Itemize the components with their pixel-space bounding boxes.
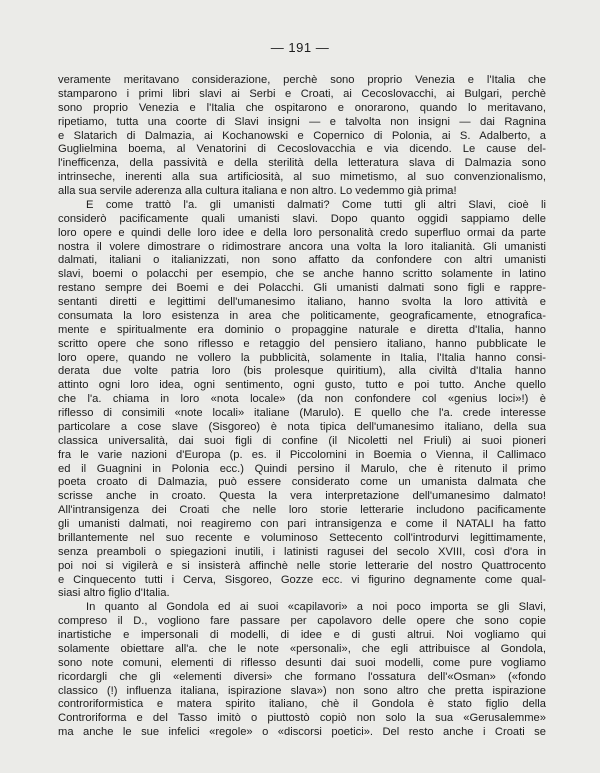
text-line: sono note comuni, elementi di riflesso desunti dai suoi modelli, come pure vogliamo [58, 656, 546, 669]
text-line: poeta croato di Dalmazia, può essere considerato come un umanista dalmata che [58, 476, 546, 489]
text-line: compreso il D., vogliono fare passare per capolavoro delle opere che sono copie [58, 615, 546, 628]
text-line: attinto ogni loro idea, ogni sentimento, ogni gusto, tutto e poi tutto. Anche quello [58, 379, 546, 392]
text-line: e Cinquecento tutti i Cerva, Sisgoreo, Gozze ecc. vi figurino degnamente come qual- [58, 573, 546, 586]
text-line: intrinseche, inerenti alla sua artificiosità, al suo mimetismo, al suo convenzionalismo, [58, 171, 546, 184]
text-line: slavi, boemi o polacchi per esempio, che se anche hanno scritto solamente in latino [58, 268, 546, 281]
text-line: nostra il volere dimostrare o ridimostrare ancora una volta la loro italianità. Gli umanisti [58, 240, 546, 253]
text-line: sono proprio Venezia e l'Italia che ospitarono e onorarono, quando lo meritavano, [58, 101, 546, 114]
text-line: restano sempre dei Boemi e dei Polacchi. Gli umanisti dalmati sono figli e rappre- [58, 282, 546, 295]
text-line: ma anche le sue infelici «regole» o «discorsi poetici». Del resto anche i Croati se [58, 726, 546, 739]
text-line: All'intransigenza dei Croati che nelle loro storie letterarie includono pacificamente [58, 504, 546, 517]
text-line: Controriforma e del Tasso imitò o piuttostò copiò non solo la sua «Gerusalemme» [58, 712, 546, 725]
text-line: siasi altro figlio d'Italia. [58, 587, 170, 600]
text-line: riflesso di consimili «note locali» italiane (Marulo). E quello che l'a. crede interesse [58, 407, 546, 419]
text-line: e Slatarich di Dalmazia, ai Kochanowski e Copernico di Polonia, ai S. Adalberto, a [58, 129, 546, 142]
text-line: derata due volte patria loro (bis prolesque quiritium), alla civiltà d'Italia hanno [58, 365, 546, 378]
text-line: classico (!) influenza italiana, ispirazione slava») non sono altro che pretta ispirazione [58, 684, 546, 697]
text-line: alla sua servile aderenza alla cultura italiana e non altro. Lo vedemmo già prima! [58, 185, 457, 197]
text-line: scritto opere che sono riflesso e retaggio del pensiero italiano, hanno pubblicate le [58, 337, 546, 350]
text-line: loro opere e quindi delle loro idee e della loro personalità credo superfluo ormai da parte [58, 226, 546, 239]
text-line: E come trattò l'a. gli umanisti dalmati? Come tutti gli altri Slavi, cioè li [86, 198, 546, 211]
text-line: solamente obiettare all'a. che le note «personali», che egli attribuisce al Gondola, [58, 642, 546, 655]
text-line: loro opere, quando ne vollero la pubblicità, solamente in Italia, l'Italia hanno consi- [58, 351, 546, 364]
text-line: particolare a cose slave (Sisgoreo) è nota tipica dell'umanesimo italiano, della sua [58, 420, 546, 433]
text-line: In quanto al Gondola ed ai suoi «capilavori» a noi poco importa se gli Slavi, [86, 601, 546, 614]
text-line: veramente meritavano considerazione, perchè sono proprio Venezia e l'Italia che [58, 74, 546, 86]
text-line: gli umanisti dalmati, noi reagiremo con pari intransigenza e come il NATALI ha fatto [58, 518, 546, 530]
text-line: l'inefficenza, della passività e della sterilità della letteratura slava di Dalmazia sono [58, 157, 546, 170]
text-line: poi noi si vigilerà e si insisterà affinchè nelle storie letterarie del nostro Quattrocento [58, 559, 546, 572]
text-line: ed il Guagnini in Polonia ecc.) Quindi persino il Marulo, che è ritenuto il primo [58, 462, 546, 475]
text-line: sentanti diretti e legittimi dell'umanesimo italiano, hanno svolta la loro attività e [58, 296, 546, 308]
text-line: considerò pacificamente quali umanisti slavi. Dopo quanto oggidì sappiamo delle [58, 212, 546, 225]
text-line: ripetiamo, tutta una coorte di Slavi insigni — e talvolta non insigni — dai Ragnina [58, 115, 546, 128]
text-line: consumata la loro esistenza in area che politicamente, geograficamente, etnografica- [58, 309, 546, 322]
text-line: Guglielmina boema, al Venatorini di Cecoslovacchia e via dicendo. Le cause del- [58, 143, 546, 156]
text-line: scrisse anche in croato. Questa la vera interpretazione dell'umanesimo dalmato! [58, 490, 546, 503]
page-number: — 191 — [270, 40, 330, 55]
text-line: fra le varie nazioni d'Europa (p. es. il Piccolomini in Boemia o Vienna, il Callimaco [58, 448, 546, 461]
text-line: inartistiche e impersonali di modelli, di idee e di gusti altrui. Noi vogliamo qui [58, 629, 546, 641]
text-line: brillantemente nel suo recente e voluminoso Settecento coll'introdurvi legittimamente, [58, 531, 546, 544]
text-line: dalmati, italiani o italianizzati, non sono affatto da confondere con altri umanisti [58, 254, 546, 267]
text-line: ricordargli che gli «elementi diversi» che formano l'ossatura dell'«Osman» («fondo [58, 670, 546, 683]
body-text [58, 74, 546, 740]
text-line: controriformistica e matera spirito italiano, chè il Gondola è stato figlio della [58, 698, 546, 711]
text-line: mente e spiritualmente era dominio o propaggine naturale e diretta d'Italia, hanno [58, 323, 546, 336]
text-line: che l'a. chiama in loro «nota locale» (da non confondere col «genius loci»!) è [58, 393, 546, 406]
text-line: stamparono i primi libri slavi ai Serbi e Croati, ai Cecoslovacchi, ai Bulgari, perchè [58, 87, 546, 100]
text-line: classica universalità, dai suoi figli di confine (il Nicoletti nel Friuli) ai suoi pioneri [58, 434, 546, 447]
text-line: senza preamboli o spiegazioni inutili, i latinisti ragusei del secolo XVIII, così d'ora in [58, 545, 546, 558]
